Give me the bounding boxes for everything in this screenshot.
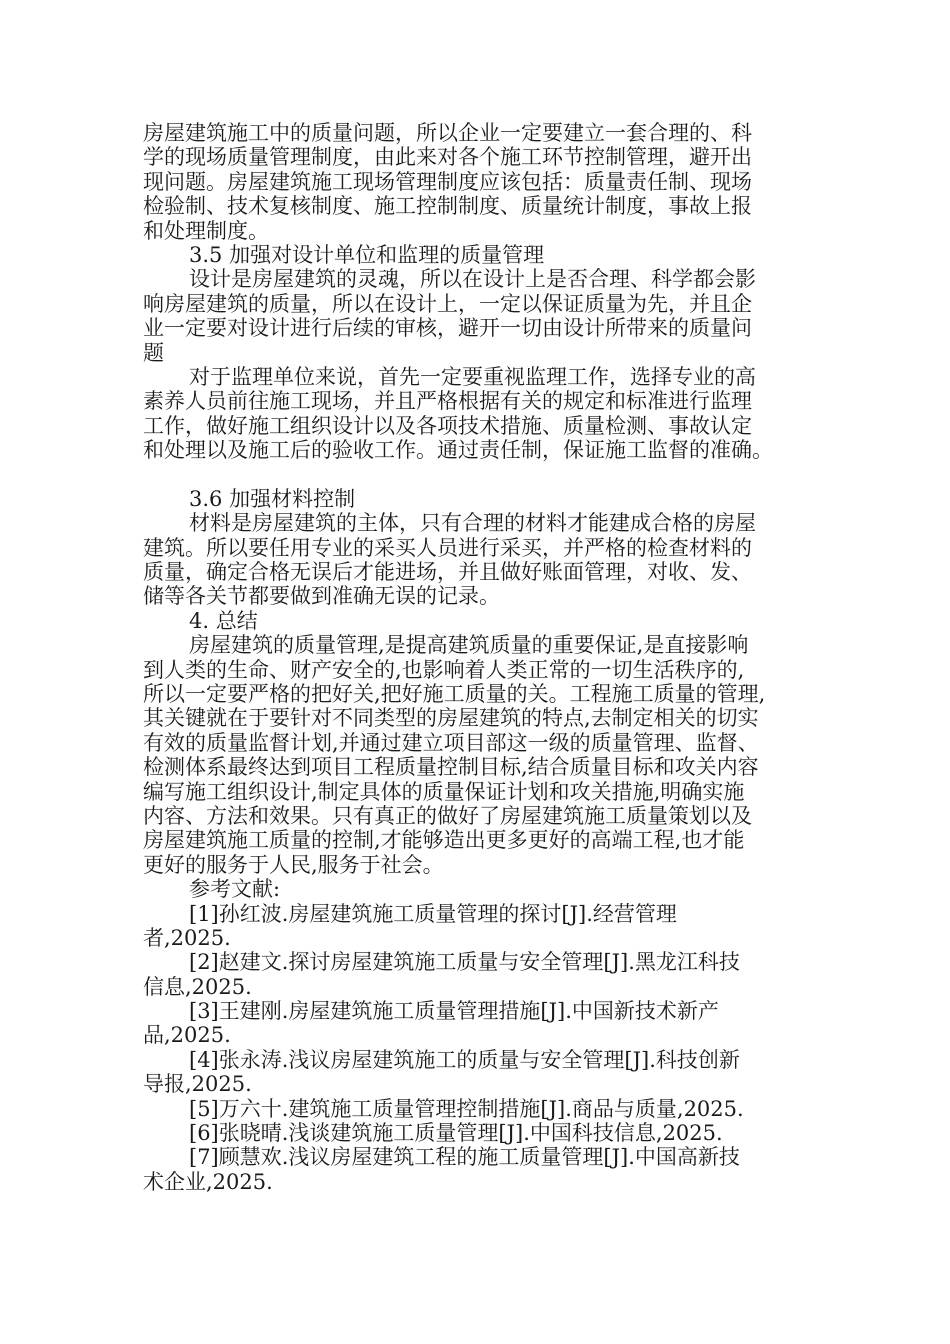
text-line: [4]张永涛.浅议房屋建筑施工的质量与安全管理[J].科技创新 — [189, 1047, 740, 1072]
text-line: 所以一定要严格的把好关,把好施工质量的关。工程施工质量的管理, — [143, 681, 766, 706]
text-line: 题 — [143, 340, 164, 365]
reference-entry — [143, 1121, 833, 1145]
text-line: 3.5 加强对设计单位和监理的质量管理 — [189, 242, 545, 267]
reference-entry — [143, 902, 833, 951]
text-line: [3]王建刚.房屋建筑施工质量管理措施[J].中国新技术新产 — [189, 999, 719, 1024]
text-line: 房屋建筑施工中的质量问题，所以企业一定要建立一套合理的、科 — [143, 121, 752, 145]
text-line: 品,2025. — [143, 1023, 231, 1048]
text-line: 房屋建筑施工质量的控制,才能够造出更多更好的高端工程,也才能 — [143, 828, 745, 853]
text-line: 业一定要对设计进行后续的审核，避开一切由设计所带来的质量问 — [143, 316, 752, 341]
reference-entry — [143, 877, 833, 901]
section-heading — [143, 243, 833, 267]
reference-entry — [143, 1048, 833, 1097]
text-line: 内容、方法和效果。只有真正的做好了房屋建筑施工质量策划以及 — [143, 803, 752, 828]
text-line: 设计是房屋建筑的灵魂，所以在设计上是否合理、科学都会影 — [189, 267, 756, 292]
text-line: 和处理制度。 — [143, 218, 269, 243]
text-line: 4. 总结 — [189, 608, 258, 633]
text-line: 到人类的生命、财产安全的,也影响着人类正常的一切生活秩序的, — [143, 657, 745, 682]
text-line: 检验制、技术复核制度、施工控制制度、质量统计制度，事故上报 — [143, 194, 752, 219]
paragraph — [143, 267, 833, 365]
text-line: 房屋建筑的质量管理,是提高建筑质量的重要保证,是直接影响 — [189, 633, 749, 658]
text-line: 材料是房屋建筑的主体，只有合理的材料才能建成合格的房屋 — [189, 511, 756, 536]
reference-entry — [143, 950, 833, 999]
text-line: 响房屋建筑的质量，所以在设计上，一定以保证质量为先，并且企 — [143, 291, 752, 316]
text-line: 更好的服务于人民,服务于社会。 — [143, 852, 444, 877]
text-line: 信息,2025. — [143, 974, 252, 999]
text-line: 编写施工组织设计,制定具体的质量保证计划和攻关措施,明确实施 — [143, 779, 745, 804]
text-line: [1]孙红波.房屋建筑施工质量管理的探讨[J].经营管理 — [189, 901, 677, 926]
text-line: 对于监理单位来说，首先一定要重视监理工作，选择专业的高 — [189, 364, 756, 389]
text-line: 工作，做好施工组织设计以及各项技术措施、质量检测、事故认定 — [143, 413, 752, 438]
text-line: 3.6 加强材料控制 — [189, 486, 356, 511]
text-line: 术企业,2025. — [143, 1169, 273, 1194]
text-line: 其关键就在于要针对不同类型的房屋建筑的特点,去制定相关的切实 — [143, 706, 759, 731]
paragraph — [143, 511, 833, 609]
text-line: 建筑。所以要任用专业的采买人员进行采买，并严格的检查材料的 — [143, 535, 752, 560]
text-line: 者,2025. — [143, 925, 231, 950]
reference-entry — [143, 999, 833, 1048]
text-line: [7]顾慧欢.浅议房屋建筑工程的施工质量管理[J].中国高新技 — [189, 1145, 740, 1170]
section-heading — [143, 487, 833, 511]
text-line: 现问题。房屋建筑施工现场管理制度应该包括：质量责任制、现场 — [143, 169, 752, 194]
text-line: 参考文献: — [189, 877, 281, 902]
section-heading — [143, 609, 833, 633]
text-line: [6]张晓晴.浅谈建筑施工质量管理[J].中国科技信息,2025. — [189, 1121, 723, 1146]
text-line: 和处理以及施工后的验收工作。通过责任制，保证施工监督的准确。 — [143, 438, 773, 463]
blank-line — [143, 462, 833, 486]
paragraph — [143, 633, 833, 877]
text-line: 检测体系最终达到项目工程质量控制目标,结合质量目标和攻关内容 — [143, 755, 759, 780]
text-line: 导报,2025. — [143, 1072, 252, 1097]
text-line: 学的现场质量管理制度，由此来对各个施工环节控制管理，避开出 — [143, 145, 752, 170]
text-line: 质量，确定合格无误后才能进场，并且做好账面管理，对收、发、 — [143, 560, 752, 585]
reference-entry — [143, 1097, 833, 1121]
paragraph — [143, 365, 833, 463]
text-line: 储等各关节都要做到准确无误的记录。 — [143, 584, 500, 609]
text-line: [5]万六十.建筑施工质量管理控制措施[J].商品与质量,2025. — [189, 1096, 744, 1121]
document-page — [143, 121, 833, 1194]
paragraph — [143, 121, 833, 243]
text-line: 素养人员前往施工现场，并且严格根据有关的规定和标准进行监理 — [143, 389, 752, 414]
reference-entry — [143, 1145, 833, 1194]
text-line: [2]赵建文.探讨房屋建筑施工质量与安全管理[J].黑龙江科技 — [189, 950, 740, 975]
text-line: 有效的质量监督计划,并通过建立项目部这一级的质量管理、监督、 — [143, 730, 759, 755]
